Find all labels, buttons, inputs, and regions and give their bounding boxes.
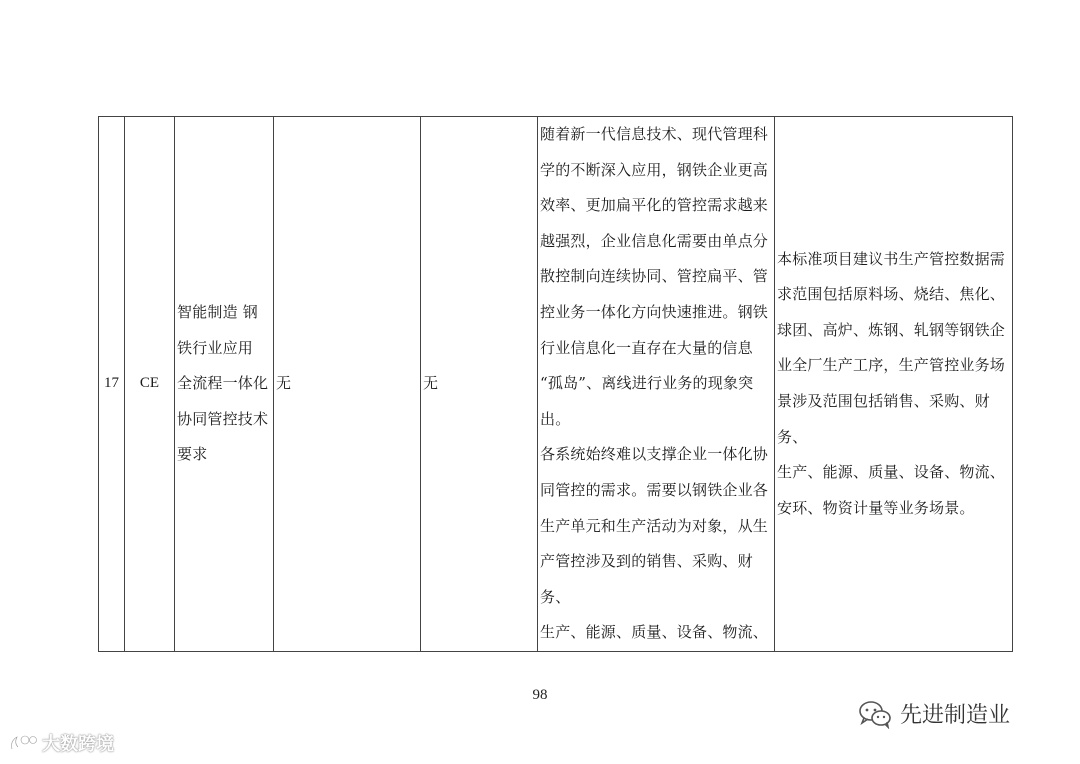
col-b-cell [421, 117, 538, 652]
scope-text: 本标准项目建议书生产管控数据需 求范围包括原料场、烧结、焦化、 球团、高炉、炼钢、轧钢等钢铁企 业全厂生产工序，生产管控业务场 景涉及范围包括销售、采购、财务、 生产、能源、质量、设备、物流、 安环、物资计量等业务场景。 [777, 249, 1006, 517]
wechat-icon [858, 699, 892, 729]
watermark-left [8, 730, 114, 756]
row-number [99, 117, 125, 652]
description-cell [538, 117, 775, 652]
watermark-right [858, 698, 1010, 729]
logo-icon [8, 731, 38, 755]
table-row [99, 117, 1013, 652]
col-b-value: 无 [423, 374, 439, 393]
col-a-value: 无 [276, 374, 292, 393]
scope-cell [775, 117, 1013, 652]
watermark-right-text: 先进制造业 [900, 703, 1011, 728]
row-number-text: 17 [104, 375, 119, 392]
standards-table [98, 116, 1013, 652]
page-number: 98 [532, 687, 548, 703]
row-code-text: CE [139, 375, 160, 392]
standard-name-cell [175, 117, 274, 652]
description-text: 随着新一代信息技术、现代管理科 学的不断深入应用，钢铁企业更高 效率、更加扁平化的管控需求越来 越强烈，企业信息化需要由单点分 散控制向连续协同、管控扁平、管 控业务一体化方向快速推进。钢铁 行业信息化一直存在大量的信息 “孤岛”、离线进行业务的现象突出。 各系统始终难以支撑企业一体化协 同管控的需求。需要以钢铁企业各 生产单元和生产活动为对象，从生 产管控涉及到的销售、采购、财务、 生产、能源、质量、设备、物流、 [540, 125, 769, 642]
standard-name: 智能制造 钢 铁行业应用 全流程一体化 协同管控技术 要求 [177, 302, 269, 464]
col-a-cell [274, 117, 421, 652]
watermark-left-text: 大数跨境 [42, 734, 114, 755]
row-code [125, 117, 175, 652]
